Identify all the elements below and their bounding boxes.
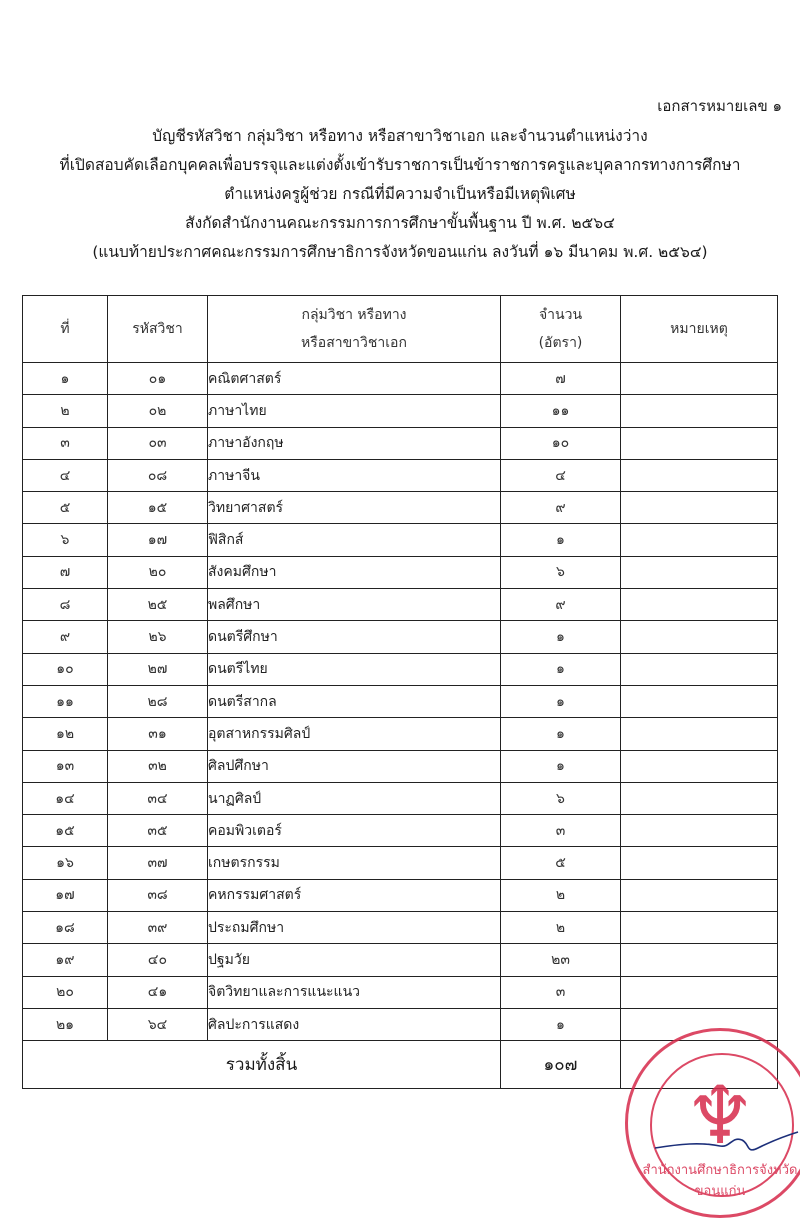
row-no: ๒๐ — [23, 976, 108, 1008]
table-row — [23, 879, 778, 911]
table-row — [23, 685, 778, 717]
row-subject: คหกรรมศาสตร์ — [208, 879, 501, 911]
row-no: ๑๑ — [23, 685, 108, 717]
row-code: ๒๐ — [108, 556, 208, 588]
row-count: ๔ — [501, 459, 621, 491]
row-no: ๔ — [23, 459, 108, 491]
header-no: ที่ — [23, 296, 108, 363]
row-subject: นาฏศิลป์ — [208, 782, 501, 814]
row-code: ๓๒ — [108, 750, 208, 782]
header-count — [501, 296, 621, 363]
row-no: ๑๐ — [23, 653, 108, 685]
total-label: รวมทั้งสิ้น — [23, 1041, 501, 1089]
row-code: ๓๔ — [108, 782, 208, 814]
row-count: ๕ — [501, 847, 621, 879]
document-titles — [0, 122, 800, 267]
title-line-5: (แนบท้ายประกาศคณะกรรมการศึกษาธิการจังหวัดขอนแก่น ลงวันที่ ๑๖ มีนาคม พ.ศ. ๒๕๖๔) — [92, 243, 708, 261]
row-subject: ดนตรีไทย — [208, 653, 501, 685]
row-remark — [621, 847, 778, 879]
row-remark — [621, 492, 778, 524]
row-count: ๒๓ — [501, 944, 621, 976]
row-no: ๕ — [23, 492, 108, 524]
row-remark — [621, 685, 778, 717]
row-count: ๑ — [501, 621, 621, 653]
row-remark — [621, 912, 778, 944]
total-remark — [621, 1041, 778, 1089]
row-subject: ภาษาไทย — [208, 395, 501, 427]
row-no: ๑ — [23, 363, 108, 395]
row-count: ๑๑ — [501, 395, 621, 427]
row-no: ๒ — [23, 395, 108, 427]
header-code: รหัสวิชา — [108, 296, 208, 363]
row-count: ๒ — [501, 879, 621, 911]
row-subject: ฟิสิกส์ — [208, 524, 501, 556]
row-subject: ศิลปะการแสดง — [208, 1008, 501, 1040]
row-no: ๑๕ — [23, 815, 108, 847]
row-count: ๑ — [501, 653, 621, 685]
row-remark — [621, 750, 778, 782]
table-header-row — [23, 296, 778, 363]
header-count-line2: (อัตรา) — [538, 335, 583, 351]
row-code: ๒๗ — [108, 653, 208, 685]
row-count: ๓ — [501, 976, 621, 1008]
table-row — [23, 1008, 778, 1040]
garuda-emblem-icon: ♆ — [684, 1069, 756, 1162]
table-row — [23, 395, 778, 427]
row-count: ๒ — [501, 912, 621, 944]
row-no: ๖ — [23, 524, 108, 556]
row-code: ๔๐ — [108, 944, 208, 976]
row-subject: คณิตศาสตร์ — [208, 363, 501, 395]
table-row — [23, 718, 778, 750]
row-count: ๙ — [501, 492, 621, 524]
seal-text: สำนักงานศึกษาธิการจังหวัดขอนแก่น — [642, 1163, 798, 1199]
table-row — [23, 427, 778, 459]
row-no: ๑๗ — [23, 879, 108, 911]
row-no: ๘ — [23, 589, 108, 621]
header-subject-line1: กลุ่มวิชา หรือทาง — [301, 307, 407, 323]
row-remark — [621, 944, 778, 976]
signature-scribble — [650, 1130, 800, 1160]
row-subject: ปฐมวัย — [208, 944, 501, 976]
row-count: ๑๐ — [501, 427, 621, 459]
row-subject: อุตสาหกรรมศิลป์ — [208, 718, 501, 750]
row-count: ๗ — [501, 363, 621, 395]
row-code: ๑๕ — [108, 492, 208, 524]
row-count: ๑ — [501, 685, 621, 717]
table-row — [23, 976, 778, 1008]
row-no: ๗ — [23, 556, 108, 588]
total-count: ๑๐๗ — [501, 1041, 621, 1089]
table-row — [23, 363, 778, 395]
row-remark — [621, 782, 778, 814]
document-number: เอกสารหมายเลข ๑ — [657, 97, 782, 115]
table-row — [23, 589, 778, 621]
row-subject: ศิลปศึกษา — [208, 750, 501, 782]
row-remark — [621, 363, 778, 395]
row-no: ๓ — [23, 427, 108, 459]
row-code: ๒๘ — [108, 685, 208, 717]
row-subject: เกษตรกรรม — [208, 847, 501, 879]
table-row — [23, 815, 778, 847]
row-remark — [621, 589, 778, 621]
row-remark — [621, 718, 778, 750]
row-subject: วิทยาศาสตร์ — [208, 492, 501, 524]
row-no: ๑๙ — [23, 944, 108, 976]
row-no: ๒๑ — [23, 1008, 108, 1040]
table-row — [23, 944, 778, 976]
row-code: ๓๙ — [108, 912, 208, 944]
table-row — [23, 653, 778, 685]
row-code: ๓๗ — [108, 847, 208, 879]
table-row — [23, 459, 778, 491]
title-line-4: สังกัดสำนักงานคณะกรรมการการศึกษาขั้นพื้นฐาน ปี พ.ศ. ๒๕๖๔ — [185, 214, 615, 232]
table-row — [23, 847, 778, 879]
row-remark — [621, 815, 778, 847]
row-subject: พลศึกษา — [208, 589, 501, 621]
row-code: ๓๘ — [108, 879, 208, 911]
table-row — [23, 556, 778, 588]
row-remark — [621, 395, 778, 427]
title-line-3: ตำแหน่งครูผู้ช่วย กรณีที่มีความจำเป็นหรือมีเหตุพิเศษ — [224, 185, 576, 203]
row-no: ๑๒ — [23, 718, 108, 750]
row-no: ๑๔ — [23, 782, 108, 814]
row-remark — [621, 524, 778, 556]
table-row — [23, 782, 778, 814]
header-subject-line2: หรือสาขาวิชาเอก — [301, 335, 407, 351]
row-count: ๑ — [501, 718, 621, 750]
title-line-1: บัญชีรหัสวิชา กลุ่มวิชา หรือทาง หรือสาขาวิชาเอก และจำนวนตำแหน่งว่าง — [152, 127, 648, 145]
row-count: ๙ — [501, 589, 621, 621]
row-remark — [621, 459, 778, 491]
row-code: ๐๑ — [108, 363, 208, 395]
row-code: ๔๑ — [108, 976, 208, 1008]
row-code: ๖๔ — [108, 1008, 208, 1040]
row-no: ๑๓ — [23, 750, 108, 782]
table-row — [23, 750, 778, 782]
row-subject: คอมพิวเตอร์ — [208, 815, 501, 847]
row-count: ๑ — [501, 750, 621, 782]
vacancy-table — [22, 295, 778, 1089]
row-code: ๐๘ — [108, 459, 208, 491]
row-count: ๓ — [501, 815, 621, 847]
table-row — [23, 524, 778, 556]
row-remark — [621, 653, 778, 685]
header-subject — [208, 296, 501, 363]
row-subject: ภาษาจีน — [208, 459, 501, 491]
row-no: ๑๘ — [23, 912, 108, 944]
row-no: ๑๖ — [23, 847, 108, 879]
header-remark: หมายเหตุ — [621, 296, 778, 363]
row-code: ๓๕ — [108, 815, 208, 847]
row-code: ๐๓ — [108, 427, 208, 459]
row-subject: ดนตรีสากล — [208, 685, 501, 717]
row-remark — [621, 879, 778, 911]
row-remark — [621, 976, 778, 1008]
title-line-2: ที่เปิดสอบคัดเลือกบุคคลเพื่อบรรจุและแต่งตั้งเข้ารับราชการเป็นข้าราชการครูและบุคลากรทางการศึกษา — [59, 156, 741, 174]
row-remark — [621, 621, 778, 653]
row-code: ๐๒ — [108, 395, 208, 427]
row-subject: สังคมศึกษา — [208, 556, 501, 588]
row-count: ๑ — [501, 524, 621, 556]
row-remark — [621, 1008, 778, 1040]
table-row — [23, 621, 778, 653]
row-code: ๓๑ — [108, 718, 208, 750]
total-row — [23, 1041, 778, 1089]
header-count-line1: จำนวน — [538, 307, 583, 323]
row-remark — [621, 556, 778, 588]
row-code: ๑๗ — [108, 524, 208, 556]
table-row — [23, 912, 778, 944]
row-no: ๙ — [23, 621, 108, 653]
row-count: ๖ — [501, 556, 621, 588]
row-subject: ภาษาอังกฤษ — [208, 427, 501, 459]
row-count: ๖ — [501, 782, 621, 814]
row-count: ๑ — [501, 1008, 621, 1040]
row-subject: จิตวิทยาและการแนะแนว — [208, 976, 501, 1008]
row-code: ๒๕ — [108, 589, 208, 621]
row-remark — [621, 427, 778, 459]
row-subject: ประถมศึกษา — [208, 912, 501, 944]
row-code: ๒๖ — [108, 621, 208, 653]
row-subject: ดนตรีศึกษา — [208, 621, 501, 653]
table-row — [23, 492, 778, 524]
